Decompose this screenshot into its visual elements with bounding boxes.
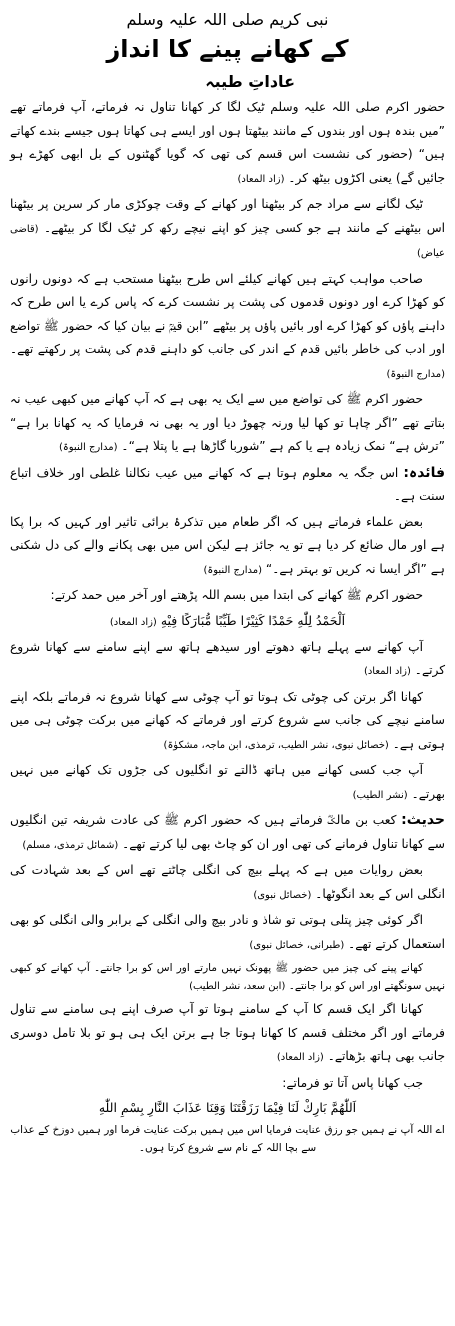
paragraph-p15 [10, 998, 445, 1070]
reference-citation: (خصائل نبوی، نشر الطیب، ترمذی، ابن ماجہ، مشکوٰۃ) [163, 739, 389, 751]
paragraph-text: صاحب مواہب کہتے ہیں کھانے کیلئے اس طرح بیٹھنا مستحب ہے کہ دونوں رانوں کو کھڑا کرے اور دونوں قدموں کی پشت پر نشست کرے کہ پاس کرے یا اس طرح کہ داہنے پاؤں کو کھڑا کرے اور بائیں پاؤں پر بیٹھے ”ابن قیمؒ نے بیان کیا کہ حضور ﷺ تواضع اور ادب کی خاطر بائیں قدم کے اندر کی جانب کو داہنے قدم کی پشت پر رکھتے تھے۔ [10, 271, 445, 356]
closing-translation: اے اللہ آپ نے ہمیں جو رزق عنایت فرمایا اس میں ہمیں برکت عنایت فرما اور ہمیں دوزخ کے عذاب سے بچا اللہ کے نام سے شروع کرتا ہوں۔ [10, 1124, 445, 1154]
paragraph-p8 [10, 636, 445, 684]
reference-citation: (قاضی عیاض) [10, 223, 445, 259]
paragraph-p1 [10, 96, 445, 191]
paragraph-p9 [10, 686, 445, 758]
paragraph-label: حدیث: [401, 812, 446, 828]
reference-citation: (طبرانی، خصائل نبوی) [249, 939, 345, 951]
arabic-dua-praise-text: اَلْحَمْدُ لِلّٰهِ حَمْدًا كَثِيْرًا طَيِّبًا مُّبَارَكًا فِيْهِ [160, 612, 346, 628]
paragraph-p4 [10, 388, 445, 460]
paragraph-p10 [10, 759, 445, 807]
paragraph-p11 [10, 809, 445, 857]
arabic-dua-praise [10, 610, 445, 634]
paragraph-text: اس جگہ یہ معلوم ہوتا ہے کہ کھانے میں عیب نکالنا غلطی اور خلاف اتباع سنت ہے۔ [10, 465, 445, 503]
reference-citation: (زاد المعاد) [363, 666, 411, 677]
header-subtitle: نبی کریم صلی اللہ علیہ وسلم [126, 10, 329, 29]
document-header [10, 8, 445, 66]
reference-citation: (مدارج النبوۃ) [203, 564, 263, 576]
paragraph-p16 [10, 1072, 445, 1096]
paragraph-text: کھانا اگر برتن کی چوٹی تک ہوتا تو آپ چوٹی سے کھانا شروع نہ فرماتے بلکہ اپنے سامنے نیچے کی جانب سے شروع کرتے اور فرماتے کہ کھانے میں برکت چوٹی ہی میں ہوتی ہے۔ [10, 689, 445, 751]
paragraph-text: آپ کھانے سے پہلے ہاتھ دھوتے اور سیدھے ہاتھ سے اپنے سامنے سے کھانا شروع کرتے۔ [10, 639, 445, 677]
paragraph-p7 [10, 584, 445, 608]
paragraph-label: فائدہ: [403, 464, 445, 481]
paragraph-text: کھانا اگر ایک قسم کا آپ کے سامنے ہوتا تو آپ صرف اپنے ہی سامنے سے تناول فرماتے اور اگر مختلف قسم کا کھانا ہوتا جا ہے برتن ایک ہی ہو تو بلا تامل دوسری جانب بھی ہاتھ بڑھاتے۔ [10, 1002, 445, 1063]
paragraph-p2 [10, 193, 445, 266]
paragraph-text: آپ جب کسی کھانے میں ہاتھ ڈالتے تو انگلیوں کی جڑوں تک کھانے میں نہیں بھرتے۔ [10, 763, 445, 801]
body-section-b [10, 636, 445, 1096]
reference-citation: (نشر الطیب) [352, 789, 408, 801]
paragraph-text: بعض روایات میں ہے کہ پہلے بیچ کی انگلی چاٹتے تھے اس کے بعد شہادت کی انگلی اس کے بعد انگوٹھا۔ [10, 863, 445, 901]
page-title: کے کھانے پینے کا انداز [106, 35, 349, 63]
paragraph-text: کھانے پینے کی چیز میں حضور ﷺ پھونک نہیں مارتے اور اس کو برا جانتے۔ آپ کھانے کو کبھی نہیں سونگھتے اور اس کو برا جانتے۔ [10, 962, 445, 992]
paragraph-p14 [10, 959, 445, 996]
paragraph-text: حضور اکرم ﷺ کی تواضع میں سے ایک یہ بھی ہے کہ آپ کھانے میں کبھی عیب نہ بتاتے تھے ”اگر چاہا تو کھا لیا ورنہ چھوڑ دیا اور یہ بھی نہ فرمایا کہ یہ کھانا برا ہے“ ”ترش ہے“ نمک زیادہ ہے یا کم ہے ”شوربا گاڑھا ہے یا پتلا ہے“۔ [10, 392, 445, 453]
paragraph-text: اگر کوئی چیز پتلی ہوتی تو شاذ و نادر بیچ والی انگلی کے برابر والی انگلی کو بھی استعمال کرتے تھے۔ [10, 913, 445, 951]
paragraph-text: ٹیک لگانے سے مراد جم کر بیٹھنا اور کھانے کے وقت چوکڑی مار کر سرین پر بیٹھنا اس بیٹھنے کے مانند ہے جو کسی چیز کو اپنے نیچے رکھ کر ٹیک لگا کر بیٹھے۔ [10, 197, 446, 235]
paragraph-text: جب کھانا پاس آتا تو فرماتے: [282, 1075, 423, 1090]
paragraph-text: کعب بن مالکؓ فرماتے ہیں کہ حضور اکرم ﷺ کی عادت شریفہ تین انگلیوں سے کھانا تناول فرمانے کی تھی اور ان کو چاٹ بھی لیا کرتے تھے۔ [10, 813, 445, 851]
paragraph-p13 [10, 909, 445, 957]
reference-citation: (مدارج النبوۃ) [386, 368, 445, 380]
reference-citation: (خصائل نبوی) [253, 889, 312, 901]
arabic-dua-barakah [10, 1097, 445, 1119]
paragraph-p12 [10, 859, 445, 907]
reference-citation: (ابن سعد، نشر الطیب) [189, 981, 286, 992]
section-title: عاداتِ طیبہ [205, 72, 295, 91]
paragraph-p3 [10, 268, 445, 387]
arabic-dua-barakah-text: اَللّٰهُمَّ بَارِكْ لَنَا فِيْمَا رَزَقْتَنَا وَقِنَا عَذَابَ النَّارِ بِسْمِ اللّٰهِ [98, 1100, 357, 1115]
reference-citation: (مدارج النبوۃ) [59, 442, 118, 453]
paragraph-text: حضور اکرم ﷺ کھانے کی ابتدا میں بسم اللہ پڑھتے اور آخر میں حمد کرتے: [50, 588, 423, 602]
paragraph-text: حضور اکرم صلی اللہ علیہ وسلم ٹیک لگا کر کھانا تناول نہ فرماتے، آپ فرماتے تھے ”میں بندہ ہوں اور بندوں کے مانند بیٹھتا ہوں اور ایسے ہی کھاتا ہوں جیسے بندے کھاتے ہیں“ (حضور کی نشست اس قسم کی تھی کہ گویا گھٹنوں کے بل ابھی کھڑے ہو جائیں گے) یعنی اکڑوں بیٹھ کر۔ [10, 100, 445, 185]
paragraph-p5 [10, 462, 445, 509]
reference-citation: (زاد المعاد) [237, 173, 285, 185]
paragraph-p6 [10, 511, 445, 583]
body-section-a [10, 96, 445, 608]
reference-citation: (زاد المعاد) [276, 1052, 324, 1063]
reference-citation: (شمائل ترمذی، مسلم) [22, 839, 119, 851]
arabic-dua-praise-ref: (زاد المعاد) [109, 616, 157, 628]
paragraph-text: بعض علماء فرماتے ہیں کہ اگر طعام میں تذکرۂ برائی تاثیر اور کہیں کہ برا پکا ہے اور مال ضائع کر دیا ہے تو یہ جائز ہے لیکن اس میں بھی پکانے والے کی دل شکنی ہے ”اگر ایسا نہ کریں تو بہتر ہے۔“ [10, 514, 445, 576]
